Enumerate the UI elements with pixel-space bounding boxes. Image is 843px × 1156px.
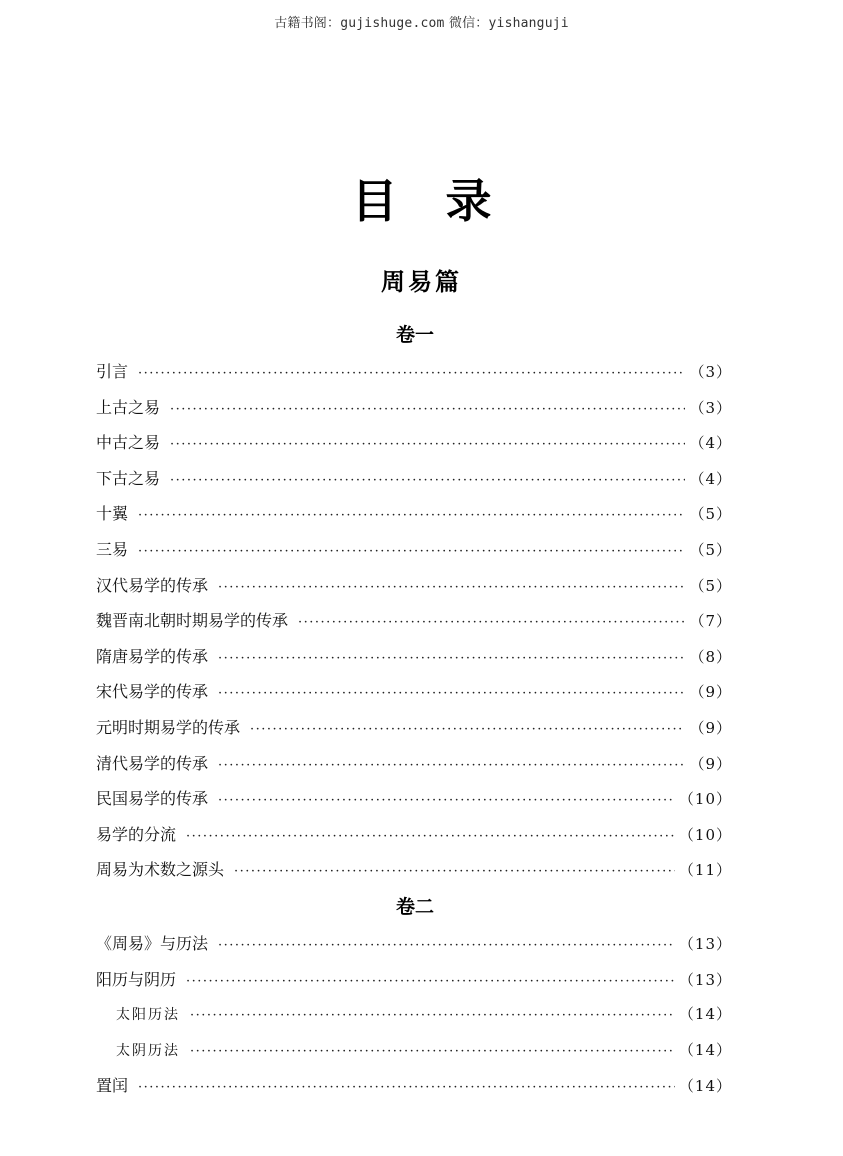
page-title: 目录 <box>351 174 540 228</box>
toc-entry-label: 易学的分流 <box>96 824 177 844</box>
toc-entry[interactable] <box>96 639 732 675</box>
toc-subentry[interactable] <box>96 997 732 1033</box>
part-title: 周易篇 <box>381 268 462 296</box>
toc-entry-label: 太阳历法 <box>116 1007 180 1024</box>
toc-entry-label: 汉代易学的传承 <box>96 575 209 595</box>
toc-entry-page: （5） <box>689 576 732 595</box>
toc-entry[interactable] <box>96 1068 732 1104</box>
toc-entry-page: （7） <box>689 612 732 631</box>
toc-entry-label: 宋代易学的传承 <box>96 682 209 702</box>
toc-entry[interactable] <box>96 746 732 782</box>
toc-entry[interactable] <box>96 710 732 746</box>
dot-leader <box>234 854 675 890</box>
dot-leader <box>298 605 685 641</box>
watermark-wechat-label: 微信： <box>444 16 489 31</box>
toc-entry-label: 《周易》与历法 <box>96 933 209 953</box>
dot-leader <box>218 570 685 606</box>
toc-entry[interactable] <box>96 674 732 710</box>
dot-leader <box>218 783 675 819</box>
volume-title-1: 卷一 <box>395 324 434 346</box>
dot-leader <box>170 463 685 499</box>
toc-entry-page: （10） <box>678 790 732 809</box>
volume-title-2: 卷二 <box>395 895 434 918</box>
toc-entry[interactable] <box>96 817 732 853</box>
toc-entry-label: 隋唐易学的传承 <box>96 646 209 666</box>
toc-entry[interactable] <box>96 852 732 888</box>
toc-entry[interactable] <box>96 354 732 390</box>
toc-entry[interactable] <box>96 461 732 497</box>
toc-entry-page: （10） <box>678 825 732 844</box>
toc-entry-page: （13） <box>678 934 732 953</box>
toc-entry[interactable] <box>96 926 732 962</box>
dot-leader <box>186 964 675 1000</box>
toc-entry[interactable] <box>96 781 732 817</box>
toc-entry-label: 魏晋南北朝时期易学的传承 <box>96 611 289 631</box>
toc-entry-page: （5） <box>689 540 732 559</box>
toc-entry-page: （4） <box>689 469 732 488</box>
toc-entry-page: （14） <box>678 1005 732 1024</box>
dot-leader <box>190 998 675 1034</box>
toc-entry[interactable] <box>96 568 732 604</box>
toc-entry-label: 置闰 <box>96 1076 129 1096</box>
dot-leader <box>218 748 685 784</box>
toc-entry-label: 引言 <box>96 362 129 381</box>
toc-entry-label: 民国易学的传承 <box>96 789 209 809</box>
toc-entry-label: 周易为术数之源头 <box>96 860 225 880</box>
dot-leader <box>138 534 685 570</box>
dot-leader <box>218 641 685 677</box>
toc-entry-page: （13） <box>678 970 732 989</box>
toc-entry[interactable] <box>96 425 732 461</box>
toc-entry[interactable] <box>96 962 732 998</box>
dot-leader <box>250 712 685 748</box>
toc-subentry[interactable] <box>96 1033 732 1069</box>
toc-entry-label: 下古之易 <box>96 468 161 488</box>
toc-entry-label: 太阴历法 <box>116 1042 180 1059</box>
watermark <box>0 12 843 31</box>
dot-leader <box>218 676 685 712</box>
toc-entry-page: （5） <box>689 505 732 524</box>
watermark-prefix: 古籍书阁： <box>274 16 341 31</box>
dot-leader <box>138 498 685 534</box>
dot-leader <box>138 356 685 392</box>
toc-entry-page: （3） <box>689 363 732 381</box>
dot-leader <box>190 1034 675 1070</box>
toc-entry-page: （9） <box>689 683 732 702</box>
toc-entry-page: （14） <box>678 1040 732 1059</box>
dot-leader <box>186 819 675 855</box>
toc-entry-label: 中古之易 <box>96 433 161 453</box>
toc-entry[interactable] <box>96 390 732 426</box>
toc-entry-label: 阳历与阴历 <box>96 969 177 989</box>
watermark-wechat-id: yishanguji <box>488 16 569 31</box>
toc-entry-label: 上古之易 <box>96 397 161 417</box>
watermark-site: gujishuge.com <box>340 16 445 31</box>
toc-entry[interactable] <box>96 496 732 532</box>
toc-entry-page: （8） <box>689 647 732 666</box>
toc-entry-page: （4） <box>689 434 732 453</box>
dot-leader <box>170 392 685 428</box>
toc-entry-label: 清代易学的传承 <box>96 753 209 773</box>
toc-entry-label: 元明时期易学的传承 <box>96 717 241 737</box>
toc-entry-page: （14） <box>678 1077 732 1096</box>
toc-entry-page: （9） <box>689 754 732 773</box>
toc-entry-page: （11） <box>678 861 732 880</box>
dot-leader <box>138 1070 675 1106</box>
toc-entry[interactable] <box>96 603 732 639</box>
toc-entry[interactable] <box>96 532 732 568</box>
toc-entry-label: 三易 <box>96 539 129 559</box>
toc-entry-page: （3） <box>689 398 732 417</box>
dot-leader <box>170 427 685 463</box>
dot-leader <box>218 928 675 964</box>
table-of-contents <box>96 316 732 1104</box>
toc-entry-label: 十翼 <box>96 504 129 524</box>
toc-entry-page: （9） <box>689 718 732 737</box>
